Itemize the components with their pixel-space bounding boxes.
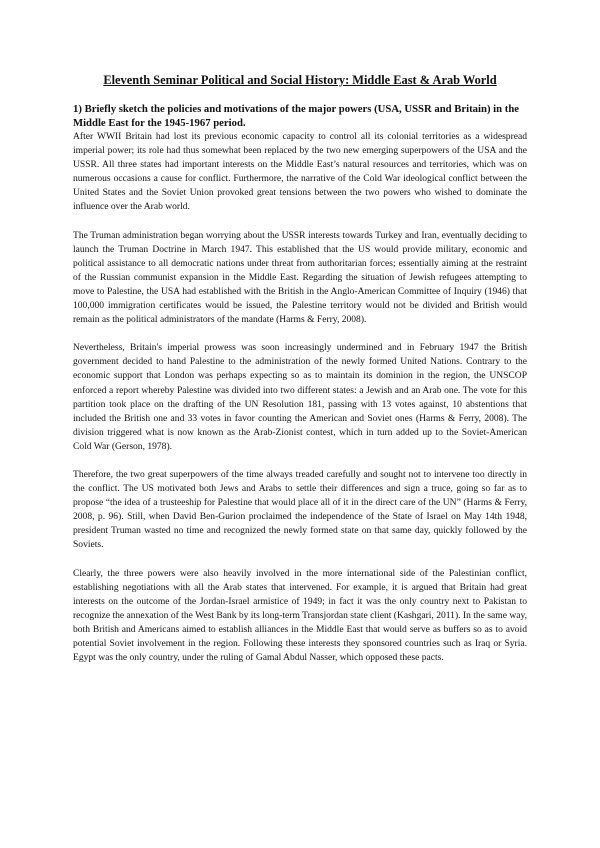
paragraph-spacer: [73, 327, 527, 341]
document-title: Eleventh Seminar Political and Social History: Middle East & Arab World: [103, 73, 497, 87]
paragraph-1: After WWII Britain had lost its previous economic capacity to control all its colonial territories as a widespread imperial power; its role had thus somewhat been replaced by the two new emerging superpowers of the USA and the USSR. All three states had important interests on the Middle East’s natural resources and territories, which was on numerous occasions a cause for conflict. Furthermore, the narrative of the Cold War ideological conflict between the United States and the Soviet Union provoked great tensions between the two powers who wished to dominate the influence over the Arab world.: [73, 131, 527, 213]
paragraph-spacer: [73, 553, 527, 567]
paragraph-spacer: [73, 454, 527, 468]
paragraph-2: The Truman administration began worrying about the USSR interests towards Turkey and Iran, eventually deciding to launch the Truman Doctrine in March 1947. This established that the US would provide military, economic and political assistance to all democratic nations under threat from authoritarian forces; essentially aiming at the restraint of the Russian communist expansion in the Middle East. Regarding the situation of Jewish refugees attempting to move to Palestine, the USA had established with the British in the Anglo-American Committee of Inquiry (1946) that 100,000 immigration certificates would be issued, the Palestine territory would not be divided and British would remain as the political administrators of the mandate (Harms & Ferry, 2008).: [73, 229, 527, 326]
paragraph-4: Therefore, the two great superpowers of the time always treaded carefully and sought not to intervene too directly in the conflict. The US motivated both Jews and Arabs to settle their differences and sign a truce, going so far as to propose “the idea of a trusteeship for Palestine that would place all of it in the direct care of the UN” (Harms & Ferry, 2008, p. 96). Still, when David Ben-Gurion proclaimed the independence of the State of Israel on May 14th 1948, president Truman wasted no time and recognized the newly formed state on that same day, quickly followed by the Soviets.: [73, 468, 527, 551]
question-heading: 1) Briefly sketch the policies and motivations of the major powers (USA, USSR and Britain) in the Middle East for the 1945-1967 period.: [73, 103, 520, 129]
paragraph-spacer: [73, 215, 527, 229]
paragraph-3: Nevertheless, Britain's imperial prowess was soon increasingly undermined and in February 1947 the British government decided to hand Palestine to the administration of the newly formed United Nations. Contrary to the economic support that London was perhaps expecting so as to maintain its dominion in the region, the UNSCOP enforced a report whereby Palestine was divided into two different states: a Jewish and an Arab one. The vote for this partition took place on the drafting of the UN Resolution 181, passing with 13 votes against, 10 abstentions that included the British one and 33 votes in favor counting the American and Soviet ones (Harms & Ferry, 2008). The division triggered what is now known as the Arab-Zionist contest, which in turn added up to the Soviet-American Cold War (Gerson, 1978).: [73, 342, 527, 452]
paragraph-5: Clearly, the three powers were also heavily involved in the more international side of the Palestinian conflict, establishing negotiations with all the Arab states that intervened. For example, it is argued that Britain had great interests on the outcome of the Jordan-Israel armistice of 1949; in fact it was the only country next to Pakistan to recognize the annexation of the West Bank by its long-term Transjordan state client (Kashgari, 2011). In the same way, both British and Americans aimed to establish alliances in the Middle East that would serve as buffers so as to avoid potential Soviet involvement in the region. Following these interests they sponsored countries such as Iraq or Syria. Egypt was the only country, under the ruling of Gamal Abdul Nasser, which opposed these pacts.: [73, 567, 527, 664]
